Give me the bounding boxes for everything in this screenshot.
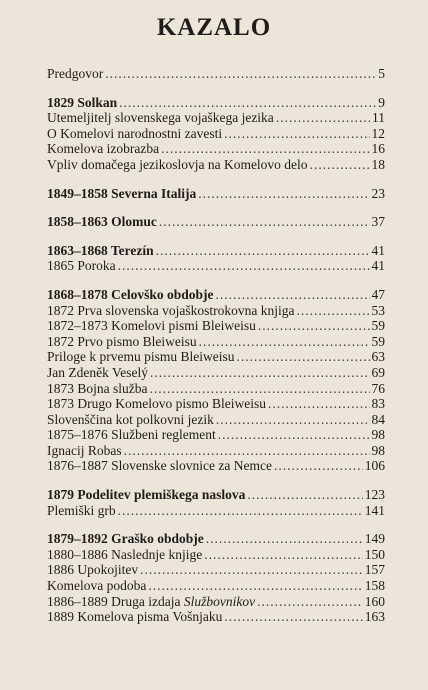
dot-leader xyxy=(216,287,370,303)
toc-entry-label xyxy=(47,365,148,381)
page-number: 59 xyxy=(371,318,385,334)
toc-entry-text: 1880–1886 Naslednje knjige xyxy=(47,546,203,562)
dot-leader xyxy=(105,66,376,82)
toc-entry xyxy=(47,443,385,459)
dot-leader xyxy=(216,412,370,428)
dot-leader xyxy=(118,258,370,274)
page-number: 141 xyxy=(364,502,385,518)
dot-leader xyxy=(150,381,370,397)
toc-entry-text: 1886 Upokojitev xyxy=(47,562,139,578)
toc-entry-label xyxy=(47,66,103,82)
toc-entry xyxy=(47,562,385,578)
toc-entry-label xyxy=(47,334,197,350)
toc-entry-label xyxy=(47,318,256,334)
toc-group xyxy=(47,95,385,173)
toc-section-entry xyxy=(47,487,385,503)
toc-entry-label xyxy=(47,95,117,111)
toc-entry-text: 1872 Prva slovenska vojaškostrokovna knjiga xyxy=(47,302,295,318)
toc-entry xyxy=(47,503,385,519)
dot-leader xyxy=(310,157,370,173)
toc-entry-text: Jan Zdeněk Veselý xyxy=(47,364,148,380)
toc-entry-label xyxy=(47,396,266,412)
toc-section-entry xyxy=(47,186,385,202)
dot-leader xyxy=(118,503,363,519)
toc-entry-label xyxy=(47,578,146,594)
page-number: 157 xyxy=(364,562,385,578)
page-number: 158 xyxy=(364,578,385,594)
toc-entry-label xyxy=(47,258,116,274)
toc-entry xyxy=(47,412,385,428)
toc-entry xyxy=(47,365,385,381)
toc-entry-text: 1872–1873 Komelovi pismi Bleiweisu xyxy=(47,318,256,334)
toc-entry xyxy=(47,318,385,334)
toc-section-entry xyxy=(47,531,385,547)
toc-entry xyxy=(47,66,385,82)
toc-entry xyxy=(47,157,385,173)
dot-leader xyxy=(150,365,370,381)
page-number: 5 xyxy=(378,66,385,81)
page-number: 84 xyxy=(371,411,385,427)
toc-entry-label xyxy=(47,609,222,625)
toc-section-entry xyxy=(47,214,385,230)
dot-leader xyxy=(119,95,376,111)
toc-entry-text: Predgovor xyxy=(47,66,104,81)
toc-entry-text: Ignacij Robas xyxy=(47,442,122,458)
toc-entry xyxy=(47,381,385,397)
dot-leader xyxy=(204,547,363,563)
toc-entry-label xyxy=(47,110,274,126)
toc-entry-label xyxy=(47,458,272,474)
page-number: 37 xyxy=(371,214,385,230)
toc-entry-label xyxy=(47,487,245,503)
toc-entry-label xyxy=(47,141,159,157)
toc-entry-text: 1879 Podelitev plemiškega naslova xyxy=(47,487,246,503)
page-number: 23 xyxy=(371,185,385,201)
toc-entry-label xyxy=(47,594,255,610)
toc-entry-label xyxy=(47,126,222,142)
page-number: 41 xyxy=(371,242,385,258)
toc-entry-text: 1829 Solkan xyxy=(47,94,118,110)
page-number: 47 xyxy=(371,286,385,302)
page-number: 16 xyxy=(371,141,385,157)
dot-leader xyxy=(159,214,370,230)
toc-section-entry xyxy=(47,243,385,259)
toc-entry xyxy=(47,578,385,594)
toc-group xyxy=(47,186,385,202)
page-number: 69 xyxy=(371,364,385,380)
page-number: 11 xyxy=(372,110,385,126)
page-number: 123 xyxy=(364,487,385,503)
page-number: 59 xyxy=(371,333,385,349)
toc-entry-text: O Komelovi narodnostni zavesti xyxy=(47,125,223,141)
toc-entry xyxy=(47,334,385,350)
toc-group xyxy=(47,243,385,274)
toc-entry-text: Slovenščina kot polkovni jezik xyxy=(47,411,214,427)
toc-entry-text: Plemiški grb xyxy=(47,502,116,518)
table-of-contents xyxy=(47,66,385,638)
toc-entry-text: 1886–1889 Druga izdaja xyxy=(47,593,184,609)
dot-leader xyxy=(268,396,370,412)
dot-leader xyxy=(274,458,363,474)
toc-entry-text: Utemeljitelj slovenskega vojaškega jezika xyxy=(47,110,274,126)
dot-leader xyxy=(218,427,370,443)
toc-entry xyxy=(47,126,385,142)
toc-entry xyxy=(47,396,385,412)
toc-entry-label xyxy=(47,531,204,547)
toc-group xyxy=(47,531,385,625)
toc-entry xyxy=(47,349,385,365)
toc-entry-text: 1863–1868 Terezín xyxy=(47,242,154,258)
toc-entry-text: 1849–1858 Severna Italija xyxy=(47,185,197,201)
toc-entry xyxy=(47,609,385,625)
page-number: 98 xyxy=(371,427,385,443)
dot-leader xyxy=(247,487,362,503)
dot-leader xyxy=(199,334,370,350)
toc-group xyxy=(47,66,385,82)
dot-leader xyxy=(124,443,370,459)
toc-entry xyxy=(47,141,385,157)
page-number: 149 xyxy=(364,531,385,547)
toc-entry-text: Komelova izobrazba xyxy=(47,141,160,157)
toc-section-entry xyxy=(47,95,385,111)
page-title: KAZALO xyxy=(156,14,272,41)
dot-leader xyxy=(257,594,363,610)
toc-entry-text: Komelova podoba xyxy=(47,578,147,594)
toc-entry xyxy=(47,258,385,274)
toc-entry-label xyxy=(47,349,234,365)
toc-entry-text: 1873 Bojna služba xyxy=(47,380,148,396)
dot-leader xyxy=(236,349,369,365)
toc-entry xyxy=(47,594,385,610)
toc-entry-label xyxy=(47,427,216,443)
toc-entry-label xyxy=(47,381,148,397)
toc-entry-text: Priloge k prvemu pismu Bleiweisu xyxy=(47,349,235,365)
dot-leader xyxy=(198,186,369,202)
toc-entry-label xyxy=(47,443,122,459)
page-number: 106 xyxy=(364,458,385,474)
dot-leader xyxy=(276,110,370,126)
toc-entry-text: 1889 Komelova pisma Vošnjaku xyxy=(47,609,223,625)
toc-entry-text: 1875–1876 Službeni reglement xyxy=(47,427,216,443)
toc-entry-label xyxy=(47,303,294,319)
toc-entry-label xyxy=(47,243,154,259)
toc-group xyxy=(47,487,385,518)
toc-entry xyxy=(47,110,385,126)
page-number: 41 xyxy=(371,258,385,274)
dot-leader xyxy=(296,303,369,319)
toc-entry-text: 1879–1892 Graško obdobje xyxy=(47,531,204,547)
toc-entry-text: 1865 Poroka xyxy=(47,258,116,274)
toc-entry-text: Vpliv domačega jezikoslovja na Komelovo delo xyxy=(47,156,308,172)
toc-entry-label xyxy=(47,547,202,563)
dot-leader xyxy=(156,243,370,259)
toc-entry-text: 1868–1878 Celovško obdobje xyxy=(47,286,214,302)
toc-entry-text: 1872 Prvo pismo Bleiweisu xyxy=(47,333,197,349)
toc-entry-label xyxy=(47,214,157,230)
page-number: 163 xyxy=(364,609,385,625)
page-number: 63 xyxy=(371,349,385,365)
toc-section-entry xyxy=(47,287,385,303)
toc-entry xyxy=(47,303,385,319)
page-number: 160 xyxy=(364,593,385,609)
toc-entry xyxy=(47,547,385,563)
dot-leader xyxy=(148,578,362,594)
page-number: 9 xyxy=(378,94,385,110)
toc-entry-label xyxy=(47,562,138,578)
dot-leader xyxy=(258,318,370,334)
toc-entry-label xyxy=(47,412,214,428)
toc-entry-text: 1873 Drugo Komelovo pismo Bleiweisu xyxy=(47,396,266,412)
page-number: 12 xyxy=(371,125,385,141)
toc-entry-label xyxy=(47,157,308,173)
dot-leader xyxy=(224,609,362,625)
toc-entry xyxy=(47,458,385,474)
toc-entry xyxy=(47,427,385,443)
dot-leader xyxy=(224,126,369,142)
page-number: 83 xyxy=(371,396,385,412)
toc-entry-label xyxy=(47,287,214,303)
toc-entry-text: 1876–1887 Slovenske slovnice za Nemce xyxy=(47,458,272,474)
toc-group xyxy=(47,287,385,474)
page-number: 76 xyxy=(371,380,385,396)
toc-entry-label xyxy=(47,186,196,202)
toc-entry-label xyxy=(47,503,116,519)
page-number: 98 xyxy=(371,442,385,458)
page-number: 18 xyxy=(371,156,385,172)
dot-leader xyxy=(161,141,369,157)
dot-leader xyxy=(140,562,363,578)
page-number: 53 xyxy=(371,302,385,318)
toc-group xyxy=(47,214,385,230)
toc-entry-text: 1858–1863 Olomuc xyxy=(47,214,157,230)
page-number: 150 xyxy=(364,546,385,562)
dot-leader xyxy=(206,531,363,547)
toc-entry-italic-text: Službovnikov xyxy=(183,593,256,609)
